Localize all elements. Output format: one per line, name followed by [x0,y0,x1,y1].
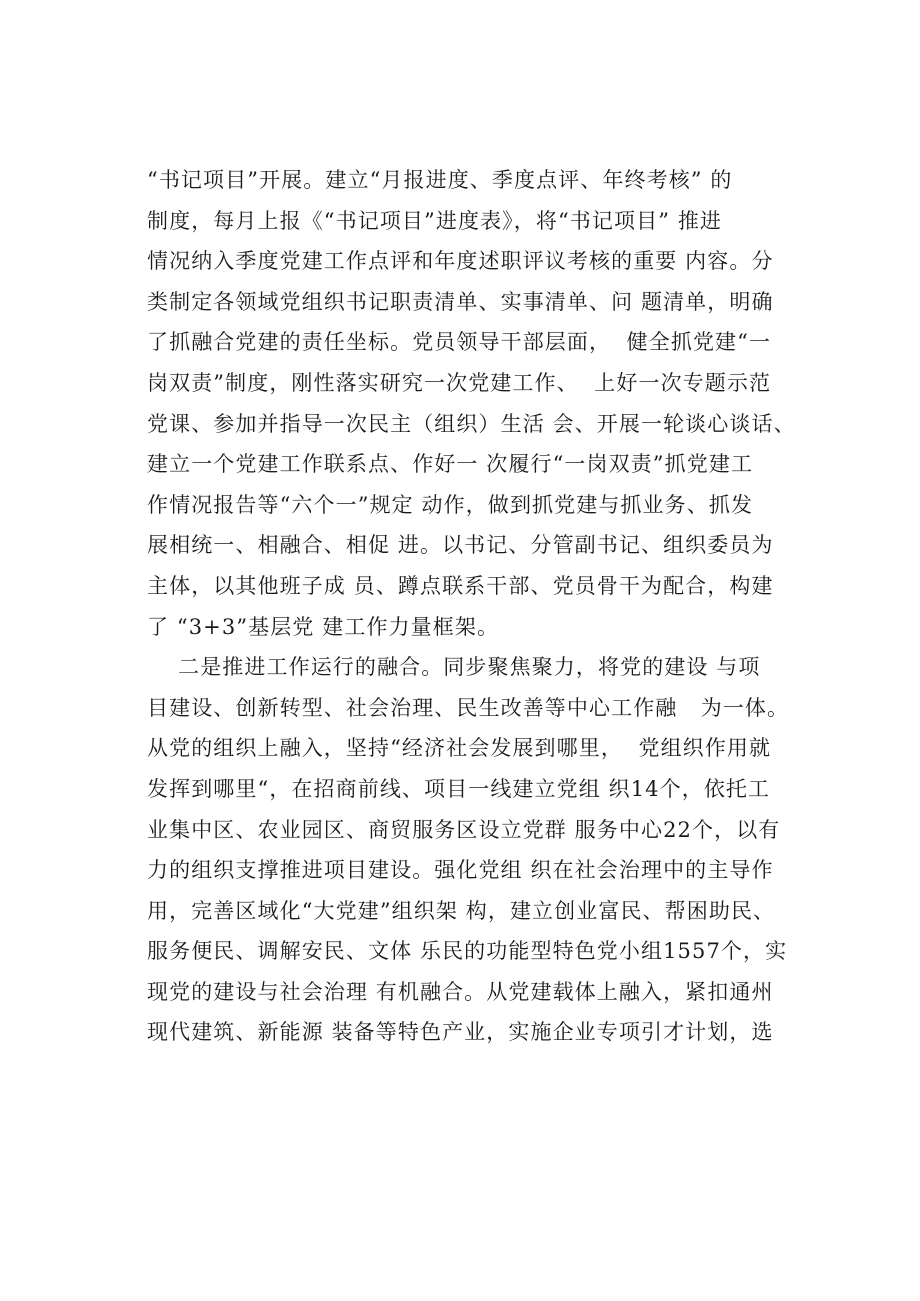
text-line: 岗双责”制度，刚性落实研究一次党建工作、 上好一次专题示范 [147,370,772,395]
text-line: 服务便民、调解安民、文体 乐民的功能型特色党小组1557个，实 [147,939,788,964]
text-line: 业集中区、农业园区、商贸服务区设立党群 服务中心22个，以有 [147,817,781,842]
text-line: 党课、参加并指导一次民主（组织）生活 会、开展一轮谈心谈话、 [147,411,796,436]
text-line: 类制定各领域党组织书记职责清单、实事清单、问 题清单，明确 [147,289,774,314]
text-line: 现党的建设与社会治理 有机融合。从党建载体上融入，紧扣通州 [147,979,774,1004]
text-line: 了抓融合党建的责任坐标。党员领导干部层面， 健全抓党建“一 [147,330,772,355]
text-line: 建立一个党建工作联系点、作好一 次履行“一岗双责”抓党建工 [147,452,754,477]
text-line: “书记项目”开展。建立“月报进度、季度点评、年终考核” 的 [147,168,733,192]
text-line: 用，完善区域化“大党建”组织架 构，建立创业富民、帮困助民、 [147,898,776,923]
text-line: 现代建筑、新能源 装备等特色产业，实施企业专项引才计划，选 [147,1020,774,1045]
text-line: 主体，以其他班子成 员、蹲点联系干部、党员骨干为配合，构建 [147,573,774,598]
text-line: 发挥到哪里“，在招商前线、项目一线建立党组 织14个，依托工 [147,776,771,801]
text-line: 目建设、创新转型、社会治理、民生改善等中心工作融 为一体。 [147,695,790,720]
paragraph-1 [147,160,807,647]
text-line: 从党的组织上融入，坚持“经济社会发展到哪里， 党组织作用就 [147,736,772,761]
text-line: 制度，每月上报《“书记项目”进度表》，将“书记项目” 推进 [147,208,723,233]
text-line: 力的组织支撑推进项目建设。强化党组 织在社会治理中的主导作 [147,858,774,883]
text-line: 作情况报告等“六个一”规定 动作，做到抓党建与抓业务、抓发 [147,492,754,517]
text-line: 展相统一、相融合、相促 进。以书记、分管副书记、组织委员为 [147,533,774,558]
text-line: 了 “3+3”基层党 建工作力量框架。 [147,614,500,639]
text-line: 情况纳入季度党建工作点评和年度述职评议考核的重要 内容。分 [147,249,774,274]
paragraph-2 [147,647,807,1053]
document-body [147,160,807,1053]
text-line: 二是推进工作运行的融合。同步聚焦聚力，将党的建设 与项 [147,655,761,680]
